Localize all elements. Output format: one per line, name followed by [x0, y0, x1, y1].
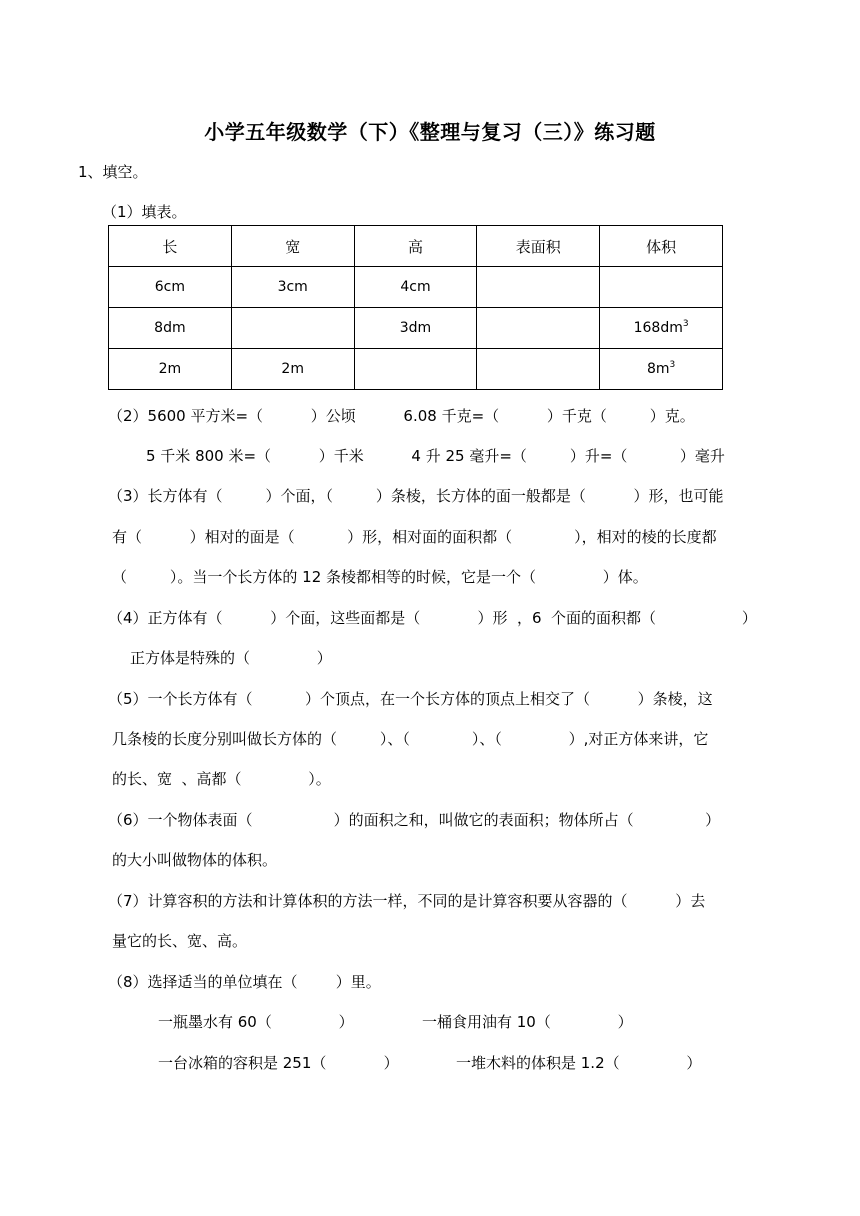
table-cell: 3cm — [231, 267, 354, 308]
volume-value: 168dm — [633, 320, 683, 336]
q4-line-2: 正方体是特殊的（ ） — [130, 649, 332, 667]
table-row — [109, 308, 723, 349]
q8-item-wood: 一堆木料的体积是 1.2（ ） — [456, 1054, 702, 1072]
header-height: 高 — [354, 226, 477, 267]
page-title: 小学五年级数学（下）《整理与复习（三）》练习题 — [204, 120, 656, 144]
volume-value: 8m — [646, 361, 670, 377]
cubic-exponent: 3 — [669, 360, 676, 370]
section-1-label: 1、填空。 — [78, 163, 148, 181]
table-cell: 2m — [109, 349, 232, 390]
q6-line-1: （6）一个物体表面（ ）的面积之和，叫做它的表面积；物体所占（ ） — [108, 811, 721, 829]
q2-line-2: 5 千米 800 米=（ ）千米 4 升 25 毫升=（ ）升=（ ）毫升 — [146, 447, 725, 465]
header-length: 长 — [109, 226, 232, 267]
header-volume: 体积 — [600, 226, 723, 267]
q2-line-1: （2）5600 平方米=（ ）公顷 6.08 千克=（ ）千克（ ）克。 — [108, 407, 695, 425]
cubic-exponent: 3 — [682, 319, 689, 329]
q4-line-1: （4）正方体有（ ）个面，这些面都是（ ）形 ，6 个面的面积都（ ） — [108, 609, 757, 627]
table-cell — [600, 349, 723, 390]
q8-item-ink: 一瓶墨水有 60（ ） — [158, 1013, 354, 1031]
table-cell: 3dm — [354, 308, 477, 349]
table-cell: 8dm — [109, 308, 232, 349]
q1-label: （1）填表。 — [102, 203, 187, 221]
q3-line-3: （ ）。当一个长方体的 12 条棱都相等的时候，它是一个（ ）体。 — [112, 568, 648, 586]
table-row — [109, 267, 723, 308]
header-surface-area: 表面积 — [477, 226, 600, 267]
table-cell: 4cm — [354, 267, 477, 308]
table-cell-blank — [600, 267, 723, 308]
q5-line-2: 几条棱的长度分别叫做长方体的（ ）、（ ）、（ ）,对正方体来讲，它 — [112, 730, 709, 748]
fill-in-table — [108, 225, 723, 390]
table-cell-blank — [477, 308, 600, 349]
table-header-row — [109, 226, 723, 267]
q3-line-2: 有（ ）相对的面是（ ）形，相对面的面积都（ ），相对的棱的长度都 — [112, 528, 717, 546]
table-cell: 2m — [231, 349, 354, 390]
q8-item-fridge: 一台冰箱的容积是 251（ ） — [158, 1054, 399, 1072]
q7-line-2: 量它的长、宽、高。 — [112, 932, 248, 950]
q5-line-3: 的长、宽 、高都（ ）。 — [112, 770, 331, 788]
header-width: 宽 — [231, 226, 354, 267]
table-cell-blank — [477, 267, 600, 308]
table-cell — [600, 308, 723, 349]
q3-line-1: （3）长方体有（ ）个面，（ ）条棱，长方体的面一般都是（ ）形，也可能 — [108, 487, 724, 505]
q6-line-2: 的大小叫做物体的体积。 — [112, 851, 278, 869]
table-cell-blank — [231, 308, 354, 349]
q8-item-oil: 一桶食用油有 10（ ） — [422, 1013, 633, 1031]
table-row — [109, 349, 723, 390]
table-cell-blank — [477, 349, 600, 390]
q5-line-1: （5）一个长方体有（ ）个顶点，在一个长方体的顶点上相交了（ ）条棱，这 — [108, 690, 713, 708]
table-cell-blank — [354, 349, 477, 390]
q7-line-1: （7）计算容积的方法和计算体积的方法一样，不同的是计算容积要从容器的（ ）去 — [108, 892, 706, 910]
q8-line-1: （8）选择适当的单位填在（ ）里。 — [108, 973, 381, 991]
table-cell: 6cm — [109, 267, 232, 308]
